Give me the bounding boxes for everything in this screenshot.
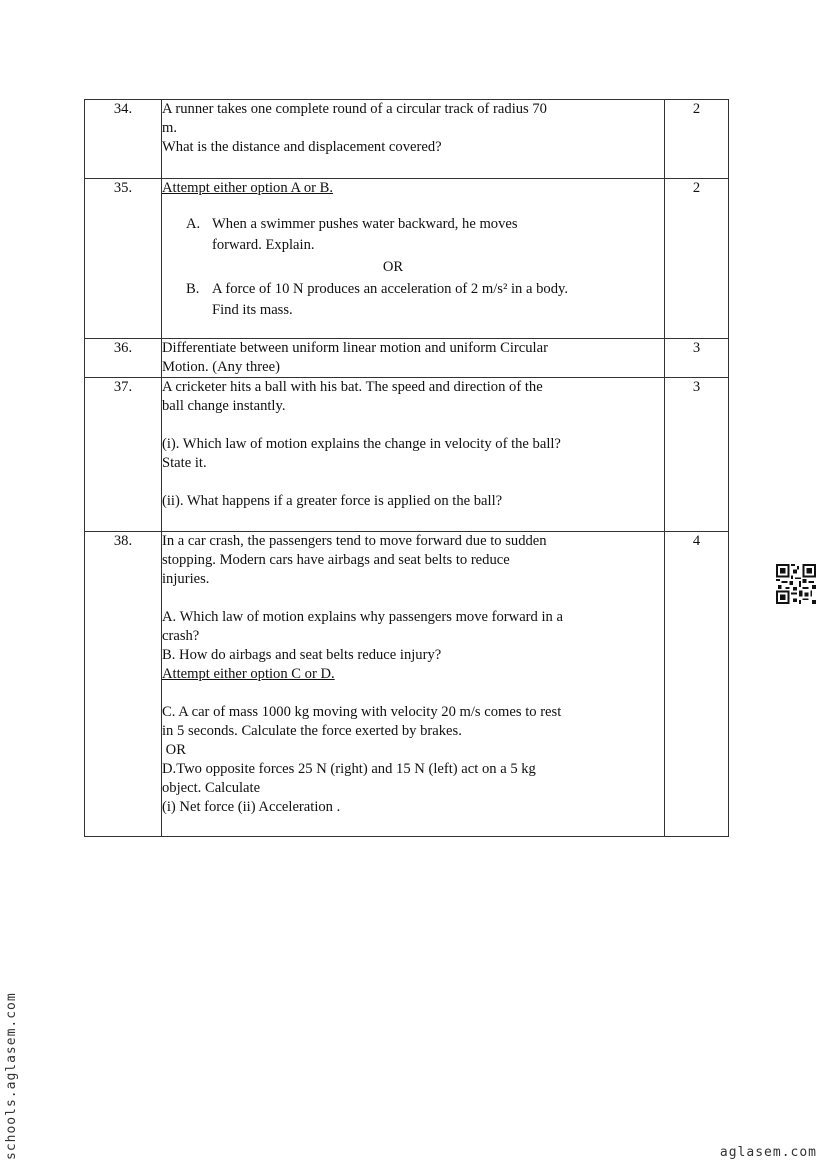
text-line: A runner takes one complete round of a circular track of radius 70 [162,101,547,117]
question-marks: 3 [665,339,729,378]
text-line: object. Calculate [162,780,261,796]
text-line: B. How do airbags and seat belts reduce injury? [162,647,442,663]
text-line: State it. [162,455,207,471]
footer-watermark: aglasem.com [719,1145,817,1160]
text-line: (i) Net force (ii) Acceleration . [162,799,341,815]
question-row-34 [85,100,729,179]
text-line: Differentiate between uniform linear motion and uniform Circular [162,340,548,356]
text-line: A. Which law of motion explains why passengers move forward in a [162,609,563,625]
text-line: D.Two opposite forces 25 N (right) and 15 N (left) act on a 5 kg [162,761,536,777]
question-number: 34. [85,100,162,179]
text-line: A cricketer hits a ball with his bat. The speed and direction of the [162,379,543,395]
option-label: A. [186,216,201,232]
text-line: A force of 10 N produces an acceleration of 2 m/s² in a body. [212,281,568,297]
question-text [162,100,665,179]
question-text [162,532,665,837]
questions-table [84,99,729,837]
or-separator: OR [162,742,186,758]
text-line: When a swimmer pushes water backward, he moves [212,216,518,232]
option-a [186,215,664,255]
question-marks: 2 [665,179,729,339]
question-number: 35. [85,179,162,339]
question-text [162,179,665,339]
text-line: m. [162,120,177,136]
side-watermark: schools.aglasem.com [4,992,19,1160]
text-line: (i). Which law of motion explains the change in velocity of the ball? [162,436,561,452]
qr-code-icon [776,564,816,604]
text-line: forward. Explain. [212,237,315,253]
question-row-35 [85,179,729,339]
question-row-37 [85,378,729,532]
question-marks: 4 [665,532,729,837]
question-text [162,378,665,532]
text-line: What is the distance and displacement covered? [162,139,442,155]
option-instruction: Attempt either option C or D. [162,666,335,682]
question-row-36 [85,339,729,378]
question-number: 37. [85,378,162,532]
question-row-38 [85,532,729,837]
question-number: 38. [85,532,162,837]
question-text [162,339,665,378]
text-line: in 5 seconds. Calculate the force exerted by brakes. [162,723,462,739]
text-line: (ii). What happens if a greater force is applied on the ball? [162,493,503,509]
text-line: In a car crash, the passengers tend to move forward due to sudden [162,533,547,549]
text-line: Motion. (Any three) [162,359,280,375]
text-line: Find its mass. [212,302,293,318]
text-line: stopping. Modern cars have airbags and seat belts to reduce [162,552,510,568]
option-instruction: Attempt either option A or B. [162,180,334,196]
text-line: ball change instantly. [162,398,286,414]
text-line: injuries. [162,571,210,587]
or-separator: OR [382,259,404,275]
option-label: B. [186,281,200,297]
text-line: C. A car of mass 1000 kg moving with velocity 20 m/s comes to rest [162,704,562,720]
question-number: 36. [85,339,162,378]
question-marks: 2 [665,100,729,179]
option-b [186,280,664,320]
question-marks: 3 [665,378,729,532]
text-line: crash? [162,628,200,644]
